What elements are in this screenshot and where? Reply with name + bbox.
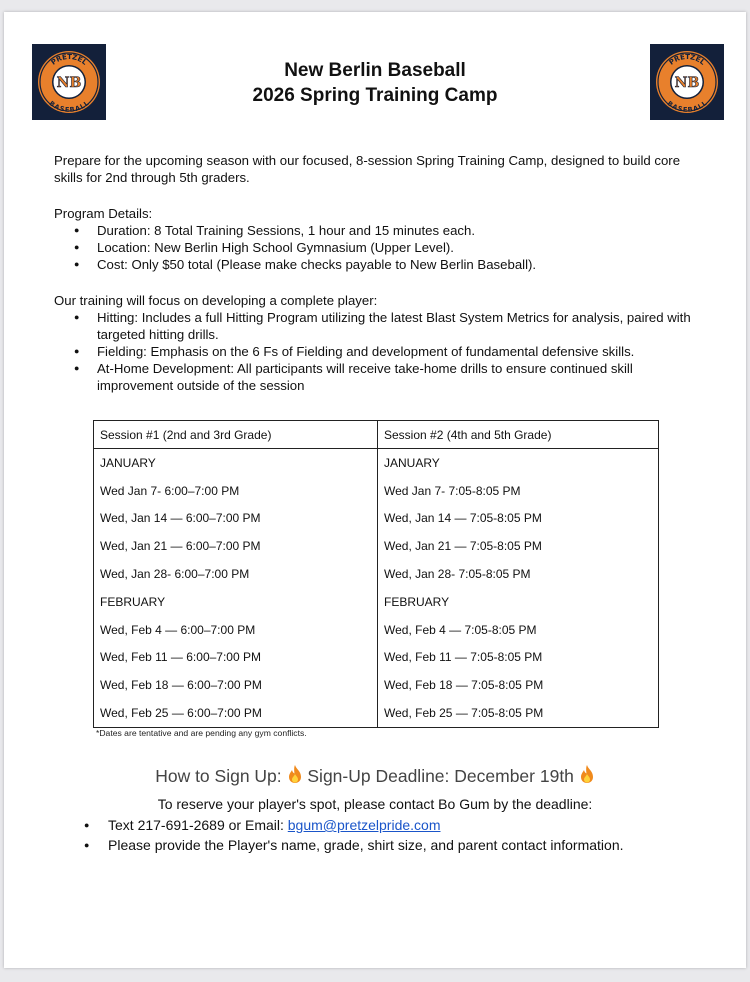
session-1-cell: Wed, Jan 14 — 6:00–7:00 PM [94, 505, 378, 533]
list-item: ● Cost: Only $50 total (Please make checks payable to New Berlin Baseball). [74, 256, 694, 273]
session-2-cell: Wed Jan 7- 7:05-8:05 PM [378, 477, 659, 505]
flyer-page [4, 12, 746, 968]
svg-text:PRETZEL: PRETZEL [49, 52, 89, 67]
title-line-2: 2026 Spring Training Camp [252, 85, 498, 106]
pretzel-logo-icon [650, 44, 724, 120]
signup-heading-part-1: How to Sign Up: [155, 766, 287, 786]
pretzel-logo-icon [32, 44, 106, 120]
training-focus-list [74, 309, 694, 394]
session-1-cell: Wed, Jan 28- 6:00–7:00 PM [94, 560, 378, 588]
session-2-cell: Wed, Jan 14 — 7:05-8:05 PM [378, 505, 659, 533]
signup-list [84, 815, 724, 855]
table-row [94, 671, 659, 699]
table-row [94, 588, 659, 616]
schedule-table [93, 420, 659, 728]
signup-heading [4, 764, 746, 789]
table-row [94, 532, 659, 560]
session-1-cell: Wed, Jan 21 — 6:00–7:00 PM [94, 532, 378, 560]
training-focus-heading: Our training will focus on developing a complete player: [54, 293, 378, 308]
session-1-cell: FEBRUARY [94, 588, 378, 616]
pretzel-baseball-logo-right [650, 44, 724, 120]
list-item: ● Location: New Berlin High School Gymnasium (Upper Level). [74, 239, 694, 256]
session-1-cell: Wed Jan 7- 6:00–7:00 PM [94, 477, 378, 505]
table-row [94, 616, 659, 644]
session-2-cell: Wed, Feb 25 — 7:05-8:05 PM [378, 699, 659, 727]
session-1-cell: Wed, Feb 25 — 6:00–7:00 PM [94, 699, 378, 727]
fire-icon [287, 764, 303, 789]
schedule-footnote: *Dates are tentative and are pending any gym conflicts. [96, 728, 307, 738]
email-link[interactable]: bgum@pretzelpride.com [287, 817, 441, 833]
table-row [94, 560, 659, 588]
session-1-cell: Wed, Feb 4 — 6:00–7:00 PM [94, 616, 378, 644]
session-1-header: Session #1 (2nd and 3rd Grade) [94, 421, 378, 449]
signup-heading-part-2: Sign-Up Deadline: December 19th [302, 766, 579, 786]
list-item: ● Hitting: Includes a full Hitting Program utilizing the latest Blast System Metrics for analysis, paired with targeted hitting drills. [74, 309, 694, 343]
table-row [94, 644, 659, 672]
session-2-cell: Wed, Jan 28- 7:05-8:05 PM [378, 560, 659, 588]
page-title [124, 58, 626, 108]
program-details-list [74, 222, 694, 273]
table-header-row [94, 421, 659, 449]
list-item: ● Duration: 8 Total Training Sessions, 1 hour and 15 minutes each. [74, 222, 694, 239]
session-1-cell: Wed, Feb 11 — 6:00–7:00 PM [94, 644, 378, 672]
session-2-cell: Wed, Feb 11 — 7:05-8:05 PM [378, 644, 659, 672]
table-row [94, 505, 659, 533]
session-2-cell: FEBRUARY [378, 588, 659, 616]
fire-icon [579, 764, 595, 789]
table-row [94, 699, 659, 727]
svg-text:PRETZEL: PRETZEL [667, 52, 707, 67]
contact-prefix: Text 217-691-2689 or Email: [108, 817, 288, 833]
reserve-instructions: To reserve your player's spot, please contact Bo Gum by the deadline: [157, 796, 593, 812]
pretzel-baseball-logo-left [32, 44, 106, 120]
session-1-cell: Wed, Feb 18 — 6:00–7:00 PM [94, 671, 378, 699]
list-item [84, 815, 724, 835]
session-2-cell: Wed, Feb 18 — 7:05-8:05 PM [378, 671, 659, 699]
program-details-heading: Program Details: [54, 206, 153, 221]
list-item: ● At-Home Development: All participants will receive take-home drills to ensure continued skill improvement outside of the session [74, 360, 694, 394]
title-line-1: New Berlin Baseball [284, 60, 466, 81]
table-row [94, 477, 659, 505]
session-2-cell: JANUARY [378, 449, 659, 477]
intro-paragraph: Prepare for the upcoming season with our focused, 8-session Spring Training Camp, designed to build core skills for 2nd through 5th graders. [54, 153, 681, 185]
svg-text:BASEBALL: BASEBALL [47, 99, 91, 114]
session-2-cell: Wed, Jan 21 — 7:05-8:05 PM [378, 532, 659, 560]
list-item: ● Fielding: Emphasis on the 6 Fs of Fielding and development of fundamental defensive skills. [74, 343, 694, 360]
session-2-header: Session #2 (4th and 5th Grade) [378, 421, 659, 449]
svg-text:NB: NB [56, 75, 82, 91]
table-row [94, 449, 659, 477]
list-item: ● Please provide the Player's name, grade, shirt size, and parent contact information. [84, 835, 724, 855]
svg-text:NB: NB [674, 75, 700, 91]
svg-text:BASEBALL: BASEBALL [665, 99, 709, 114]
session-1-cell: JANUARY [94, 449, 378, 477]
session-2-cell: Wed, Feb 4 — 7:05-8:05 PM [378, 616, 659, 644]
